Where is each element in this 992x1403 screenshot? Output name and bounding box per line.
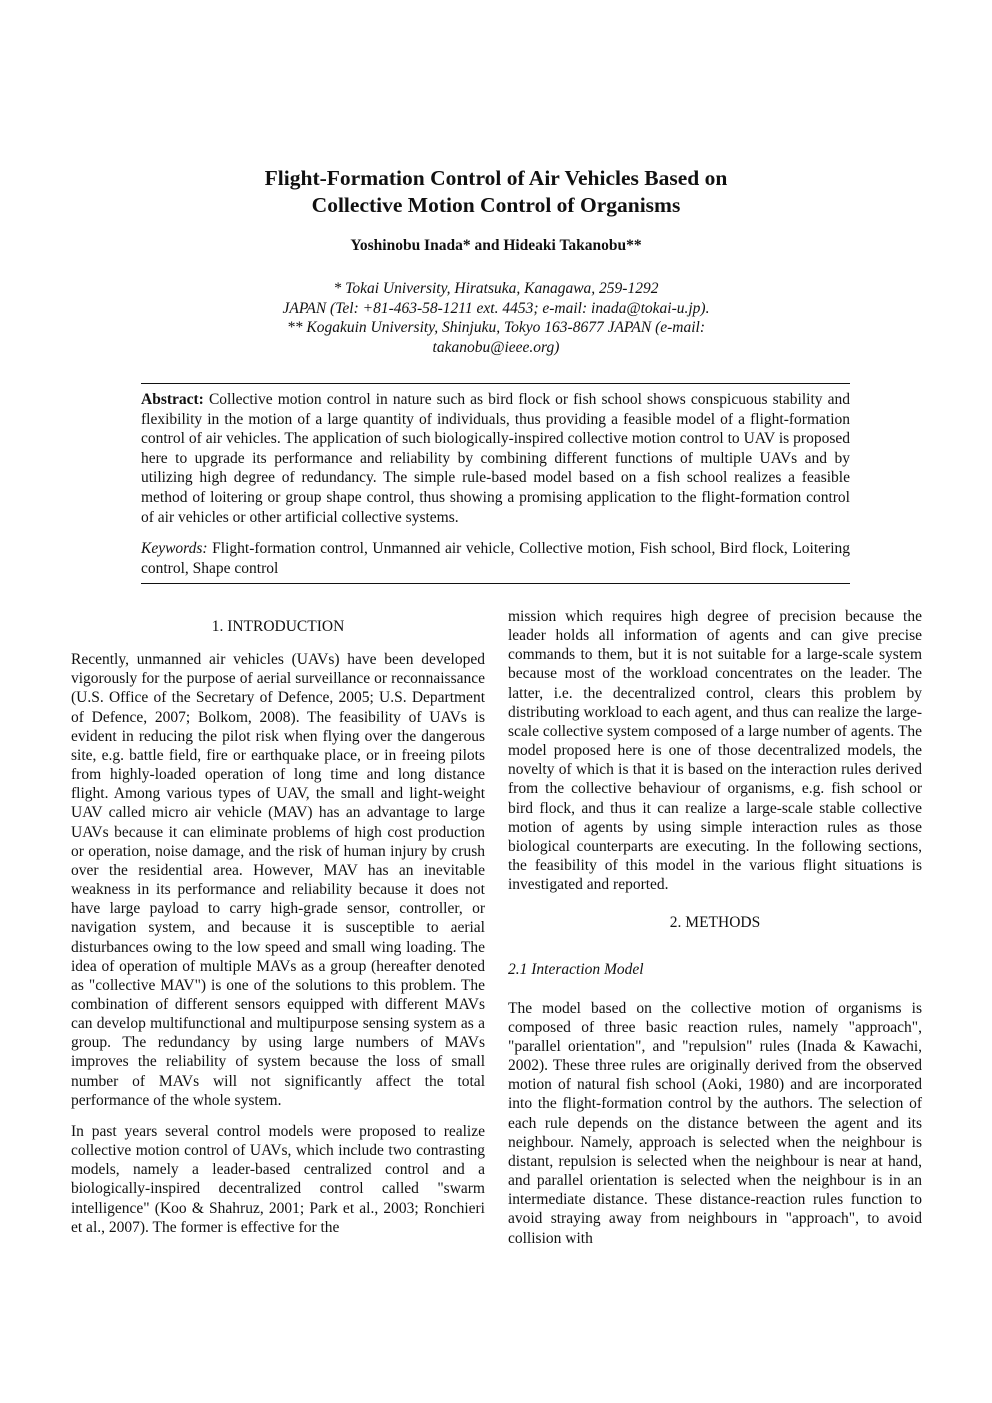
affiliation-line-1: * Tokai University, Hiratsuka, Kanagawa, 259-1292: [333, 280, 659, 297]
title-line-2: Collective Motion Control of Organisms: [311, 193, 681, 217]
keywords-text: Flight-formation control, Unmanned air vehicle, Collective motion, Fish school, Bird flock, Loitering control, Shape control: [141, 540, 851, 577]
abstract-text: Collective motion control in nature such as bird flock or fish school shows conspicuous stability and flexibility in the motion of a large quantity of individuals, thus providing a feasible model of a flight-formation control of air vehicles. The application of such biologically-inspired collective motion control to UAV is proposed here to upgrade its performance and reliability by combining different functions of multiple UAVs and by utilizing high degree of redundancy. The simple rule-based model based on a fish school realizes a feasible method of loitering or group shape control, thus showing a promising application to the flight-formation control of air vehicles or other artificial collective systems.: [141, 391, 851, 526]
intro-paragraph-1: Recently, unmanned air vehicles (UAVs) have been developed vigorously for the purpose of aerial surveillance or reconnaissance (U.S. Office of the Secretary of Defence, 2005; U.S. Department of Defence, 2007; Bolkom, 2008). The feasibility of UAVs is evident in reducing the pilot risk when flying over the dangerous site, e.g. battle field, fire or earthquake place, or in freeing pilots from highly-loaded operation of long time and long distance flight. Among various types of UAV, the small and light-weight UAV called micro air vehicle (MAV) has an advantage to large UAVs because it can eliminate problems of high cost production or operation, noise damage, and the risk of human injury by crush over the residential area. However, MAV has an inevitable weakness in its performance and reliability because it does not have large payload to carry high-grade sensor, controller, or navigation system, and because it is susceptible to aerial disturbances owing to the low speed and small wing loading. The idea of operation of multiple MAVs as a group (hereafter denoted as "collective MAV") is one of the solutions to this problem. The combination of different sensors equipped with different MAVs can develop multifunctional and multipurpose sensing system as a group. The redundancy by using large numbers of MAVs improves the reliability of system because the loss of small number of MAVs will not significantly affect the total performance of the whole system.: [71, 651, 485, 1109]
abstract-label: Abstract:: [141, 391, 204, 408]
affiliation-line-2: JAPAN (Tel: +81-463-58-1211 ext. 4453; e-mail: inada@tokai-u.jp).: [282, 299, 710, 317]
abstract: [141, 390, 850, 527]
affiliations: [0, 279, 992, 357]
left-column: [71, 617, 485, 1237]
intro-paragraph-2: In past years several control models were proposed to realize collective motion control of UAVs, which include two contrasting models, namely a leader-based centralized control and a biologically-inspired decentralized control called "swarm intelligence" (Koo & Shahruz, 2001; Park et al., 2003; Ronchieri et al., 2007). The former is effective for the: [71, 1122, 485, 1236]
right-column: [508, 607, 922, 1248]
authors: Yoshinobu Inada* and Hideaki Takanobu**: [350, 237, 642, 254]
methods-paragraph-1: The model based on the collective motion of organisms is composed of three basic reaction rules, namely "approach", "parallel orientation", and "repulsion" rules (Inada & Kawachi, 2002). These three rules are originally derived from the observed motion of natural fish school (Aoki, 1980) and are incorporated into the flight-formation control by the authors. The selection of each rule depends on the distance between the agent and its neighbour. Namely, approach is selected when the neighbour is distant, repulsion is selected when the neighbour is near at hand, and parallel orientation is selected when the neighbour is in an intermediate distance. These distance-reaction rules function to avoid straying away from neighbours in "approach", to avoid collision with: [508, 999, 922, 1247]
keywords-label: Keywords:: [141, 540, 208, 557]
affiliation-line-3: ** Kogakuin University, Shinjuku, Tokyo 163-8677 JAPAN (e-mail:: [286, 319, 705, 336]
section-heading-introduction: 1. INTRODUCTION: [211, 618, 345, 635]
subsection-heading-interaction-model: 2.1 Interaction Model: [508, 960, 644, 978]
intro-paragraph-continued: mission which requires high degree of precision because the leader holds all information of agents and can give precise commands to them, but it is not suitable for a large-scale system because most of the workload concentrates on the leader. The latter, i.e. the decentralized control, clears this problem by distributing workload to each agent, and thus can realize the large-scale collective system composed of a large number of agents. The model proposed here is one of those decentralized models, the novelty of which is that it is based on the interaction rules derived from the collective behaviour of organisms, e.g. fish school or bird flock, and thus it can realize a large-scale stable collective motion of agents by using simple interaction rules as those biological counterparts are executing. In the following sections, the feasibility of this model in the various flight situations is investigated and reported.: [508, 608, 922, 894]
section-heading-methods: 2. METHODS: [669, 914, 761, 932]
paper-title: [0, 165, 992, 219]
abstract-top-rule: [141, 383, 850, 384]
affiliation-line-4: takanobu@ieee.org): [432, 338, 560, 356]
keywords: [141, 539, 850, 578]
title-line-1: Flight-Formation Control of Air Vehicles Based on: [264, 166, 728, 190]
abstract-bottom-rule: [141, 583, 850, 584]
